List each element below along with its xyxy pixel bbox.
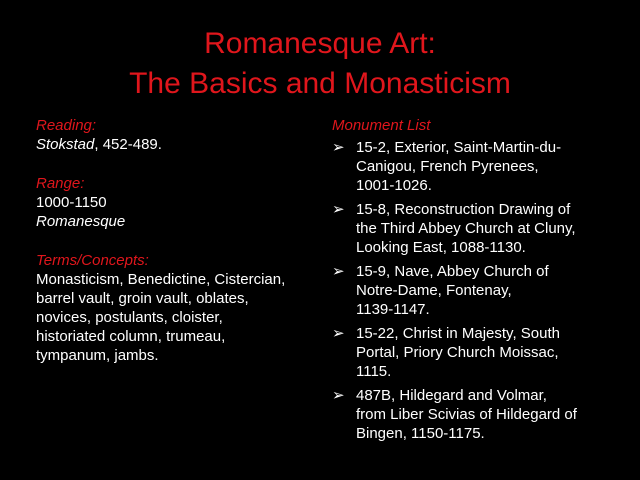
slide-title bbox=[0, 24, 640, 104]
monument-line: 15-8, Reconstruction Drawing of bbox=[356, 201, 571, 218]
monument-line: from Liber Scivias of Hildegard of bbox=[356, 406, 577, 423]
monument-line: 15-22, Christ in Majesty, South bbox=[356, 325, 560, 342]
monument-line: 1001-1026. bbox=[356, 177, 432, 194]
title-line-2: The Basics and Monasticism bbox=[129, 67, 511, 100]
monument-line: 15-2, Exterior, Saint-Martin-du- bbox=[356, 139, 562, 156]
terms-line: novices, postulants, cloister, bbox=[36, 309, 223, 326]
terms-line: historiated column, trumeau, bbox=[36, 328, 226, 345]
monument-line: 487B, Hildegard and Volmar, bbox=[356, 387, 547, 404]
reading-section bbox=[36, 116, 326, 154]
range-period: Romanesque bbox=[36, 213, 126, 230]
reading-heading: Reading: bbox=[36, 117, 97, 134]
monument-line: 1139-1147. bbox=[356, 301, 430, 318]
arrow-right-bullet-icon: ➢ bbox=[332, 325, 345, 342]
arrow-right-bullet-icon: ➢ bbox=[332, 387, 345, 404]
range-section bbox=[36, 174, 326, 231]
monument-list-item bbox=[332, 200, 622, 257]
terms-heading: Terms/Concepts: bbox=[36, 252, 149, 269]
monument-list-heading: Monument List bbox=[332, 117, 431, 134]
range-years: 1000-1150 bbox=[36, 194, 107, 211]
monument-line: 1115. bbox=[356, 363, 392, 380]
monument-list-item bbox=[332, 262, 622, 319]
monument-line: Bingen, 1150-1175. bbox=[356, 425, 485, 442]
monument-line: 15-9, Nave, Abbey Church of bbox=[356, 263, 549, 280]
monument-line: Notre-Dame, Fontenay, bbox=[356, 282, 512, 299]
reading-pages: , 452-489. bbox=[94, 136, 162, 153]
arrow-right-bullet-icon: ➢ bbox=[332, 201, 345, 218]
left-column bbox=[36, 116, 326, 385]
terms-line: barrel vault, groin vault, oblates, bbox=[36, 290, 249, 307]
terms-line: tympanum, jambs. bbox=[36, 347, 159, 364]
monument-list-item bbox=[332, 138, 622, 195]
terms-section bbox=[36, 251, 326, 365]
monument-line: Portal, Priory Church Moissac, bbox=[356, 344, 559, 361]
monument-line: Looking East, 1088-1130. bbox=[356, 239, 526, 256]
arrow-right-bullet-icon: ➢ bbox=[332, 139, 345, 156]
monument-list-item bbox=[332, 324, 622, 381]
title-line-1: Romanesque Art: bbox=[204, 27, 436, 60]
terms-line: Monasticism, Benedictine, Cistercian, bbox=[36, 271, 286, 288]
monument-list bbox=[332, 138, 622, 443]
monument-list-item bbox=[332, 386, 622, 443]
monument-line: Canigou, French Pyrenees, bbox=[356, 158, 539, 175]
range-heading: Range: bbox=[36, 175, 85, 192]
reading-author: Stokstad bbox=[36, 136, 95, 153]
monument-line: the Third Abbey Church at Cluny, bbox=[356, 220, 576, 237]
reading-citation bbox=[36, 135, 326, 154]
right-column bbox=[332, 116, 622, 448]
arrow-right-bullet-icon: ➢ bbox=[332, 263, 345, 280]
